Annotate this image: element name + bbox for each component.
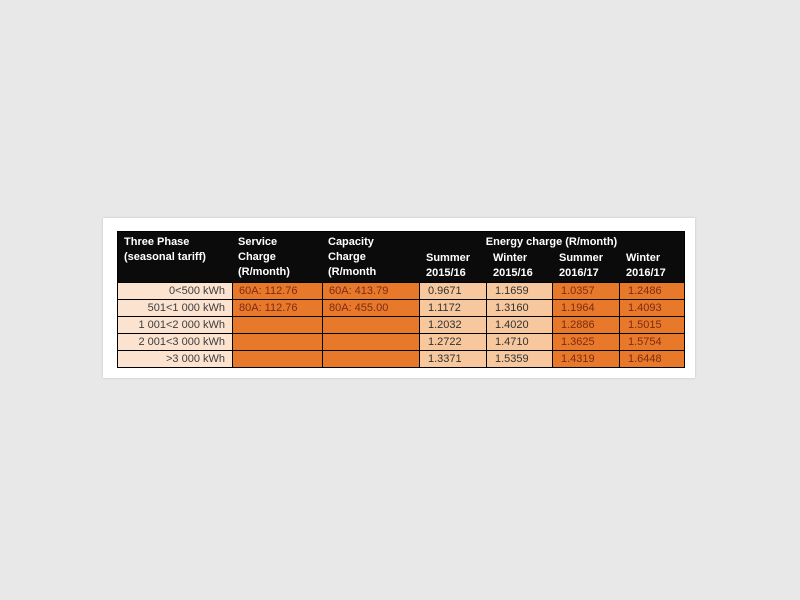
row-label-cell: 1 001<2 000 kWh: [118, 316, 232, 333]
table-header: [118, 232, 684, 282]
energy-winter-2015-16-cell: 1.1659: [486, 282, 552, 299]
header-service-line1: Service Charge: [238, 236, 278, 263]
row-label-cell: 501<1 000 kWh: [118, 299, 232, 316]
header-energy-subcolumn-2: [486, 251, 552, 283]
row-label-cell: >3 000 kWh: [118, 350, 232, 367]
row-label-cell: 0<500 kWh: [118, 282, 232, 299]
table-row: [118, 333, 684, 350]
header-energy-subcolumn-3: [552, 251, 619, 283]
energy-winter-2015-16-cell: 1.4020: [486, 316, 552, 333]
capacity-charge-cell: 60A: 413.79: [322, 282, 419, 299]
header-capacity-line2: Charge: [328, 251, 366, 263]
header-energy-subcolumn-4: [619, 251, 684, 283]
energy-summer-2015-16-cell: 1.3371: [419, 350, 486, 367]
energy-year-label: 2015/16: [426, 267, 466, 279]
table-panel: [103, 218, 695, 378]
table-body: [118, 282, 684, 367]
table-row: [118, 350, 684, 367]
header-capacity-line3: (R/month: [328, 266, 377, 278]
energy-winter-2015-16-cell: 1.3160: [486, 299, 552, 316]
energy-season-label: Winter: [626, 252, 661, 264]
energy-summer-2015-16-cell: 1.2032: [419, 316, 486, 333]
energy-winter-2016-17-cell: 1.2486: [619, 282, 684, 299]
energy-summer-2016-17-cell: 1.0357: [552, 282, 619, 299]
energy-summer-2016-17-cell: 1.4319: [552, 350, 619, 367]
table-row: [118, 316, 684, 333]
tariff-table: [117, 231, 685, 368]
energy-winter-2016-17-cell: 1.4093: [619, 299, 684, 316]
energy-winter-2016-17-cell: 1.5754: [619, 333, 684, 350]
energy-season-label: Summer: [426, 252, 471, 264]
header-energy-subcolumns: [419, 250, 684, 283]
row-label-cell: 2 001<3 000 kWh: [118, 333, 232, 350]
service-charge-cell: 60A: 112.76: [232, 282, 322, 299]
energy-summer-2015-16-cell: 1.1172: [419, 299, 486, 316]
energy-summer-2015-16-cell: 0.9671: [419, 282, 486, 299]
header-three-phase: [118, 232, 232, 283]
table-row: [118, 282, 684, 299]
capacity-charge-cell: 80A: 455.00: [322, 299, 419, 316]
capacity-charge-cell: [322, 316, 419, 333]
service-charge-cell: [232, 350, 322, 367]
energy-winter-2016-17-cell: 1.5015: [619, 316, 684, 333]
capacity-charge-cell: [322, 333, 419, 350]
header-service-line2: (R/month): [238, 266, 290, 278]
header-capacity-line1: Capacity: [328, 236, 374, 248]
energy-year-label: 2015/16: [493, 267, 533, 279]
header-energy-charge-title: Energy charge (R/month): [485, 236, 618, 248]
energy-summer-2015-16-cell: 1.2722: [419, 333, 486, 350]
energy-winter-2016-17-cell: 1.6448: [619, 350, 684, 367]
table-row: [118, 299, 684, 316]
energy-year-label: 2016/17: [626, 267, 666, 279]
energy-season-label: Winter: [493, 252, 528, 264]
header-three-phase-line1: Three Phase: [124, 236, 190, 248]
energy-year-label: 2016/17: [559, 267, 599, 279]
service-charge-cell: [232, 316, 322, 333]
header-energy-subcolumn-1: [419, 251, 486, 283]
energy-summer-2016-17-cell: 1.1964: [552, 299, 619, 316]
header-three-phase-line2: (seasonal tariff): [124, 251, 206, 263]
service-charge-cell: 80A: 112.76: [232, 299, 322, 316]
energy-summer-2016-17-cell: 1.3625: [552, 333, 619, 350]
header-capacity-charge: [322, 232, 419, 283]
header-service-charge: [232, 232, 322, 283]
energy-summer-2016-17-cell: 1.2886: [552, 316, 619, 333]
energy-winter-2015-16-cell: 1.5359: [486, 350, 552, 367]
service-charge-cell: [232, 333, 322, 350]
energy-season-label: Summer: [559, 252, 604, 264]
header-energy-charge-group: [419, 232, 684, 283]
energy-winter-2015-16-cell: 1.4710: [486, 333, 552, 350]
capacity-charge-cell: [322, 350, 419, 367]
